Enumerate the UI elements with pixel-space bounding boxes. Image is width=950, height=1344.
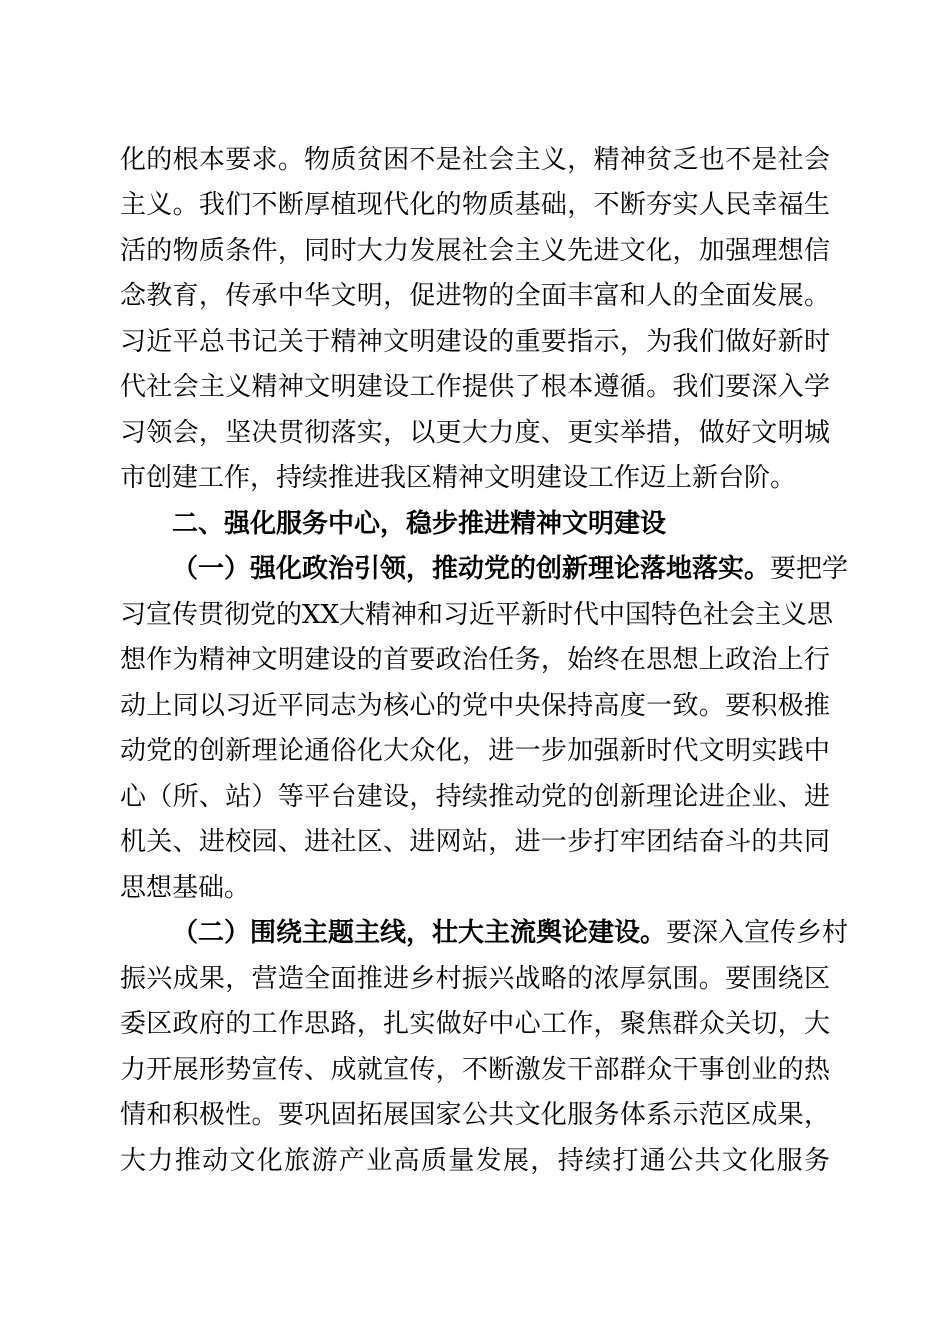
sub-heading: （一）强化政治引领，推动党的创新理论落地落实。: [172, 554, 771, 584]
paragraph-line: 活的物质条件，同时大力发展社会主义先进文化，加强理想信: [120, 236, 830, 266]
paragraph-line: 机关、进校园、进社区、进网站，进一步打牢团结奋斗的共同: [120, 827, 830, 857]
paragraph-line: 思想基础。: [120, 873, 251, 903]
paragraph-text: 要把学: [770, 554, 849, 584]
paragraph-line: 力开展形势宣传、成就宣传，不断激发干部群众干事创业的热: [120, 1055, 830, 1085]
paragraph-line: 市创建工作，持续推进我区精神文明建设工作迈上新台阶。: [120, 463, 797, 493]
paragraph-line: 情和积极性。要巩固拓展国家公共文化服务体系示范区成果，: [120, 1100, 830, 1130]
paragraph-line: 习领会，坚决贯彻落实，以更大力度、更实举措，做好文明城: [120, 418, 830, 448]
paragraph-line: 想作为精神文明建设的首要政治任务，始终在思想上政治上行: [120, 645, 830, 675]
paragraph-line: 习宣传贯彻党的XX大精神和习近平新时代中国特色社会主义思: [120, 600, 834, 630]
paragraph-line: 主义。我们不断厚植现代化的物质基础，不断夯实人民幸福生: [120, 190, 830, 220]
paragraph-line: 代社会主义精神文明建设工作提供了根本遵循。我们要深入学: [120, 372, 830, 402]
paragraph-line: 习近平总书记关于精神文明建设的重要指示，为我们做好新时: [120, 327, 830, 357]
paragraph-line: 大力推动文化旅游产业高质量发展，持续打通公共文化服务: [120, 1146, 830, 1176]
paragraph-line: 心（所、站）等平台建设，持续推动党的创新理论进企业、进: [120, 782, 830, 812]
paragraph-line: 振兴成果，营造全面推进乡村振兴战略的浓厚氛围。要围绕区: [120, 964, 830, 994]
paragraph-line: [172, 917, 849, 949]
paragraph-line: 念教育，传承中华文明，促进物的全面丰富和人的全面发展。: [120, 281, 830, 311]
paragraph-line: 动上同以习近平同志为核心的党中央保持高度一致。要积极推: [120, 691, 830, 721]
paragraph-line: [172, 553, 849, 585]
paragraph-text: 要深入宣传乡村: [666, 918, 849, 948]
paragraph-line: 动党的创新理论通俗化大众化，进一步加强新时代文明实践中: [120, 736, 830, 766]
paragraph-line: 委区政府的工作思路，扎实做好中心工作，聚焦群众关切，大: [120, 1009, 830, 1039]
sub-heading: （二）围绕主题主线，壮大主流舆论建设。: [172, 918, 667, 948]
paragraph-line: 化的根本要求。物质贫困不是社会主义，精神贫乏也不是社会: [120, 145, 830, 175]
section-heading: 二、强化服务中心，稳步推进精神文明建设: [172, 509, 667, 539]
